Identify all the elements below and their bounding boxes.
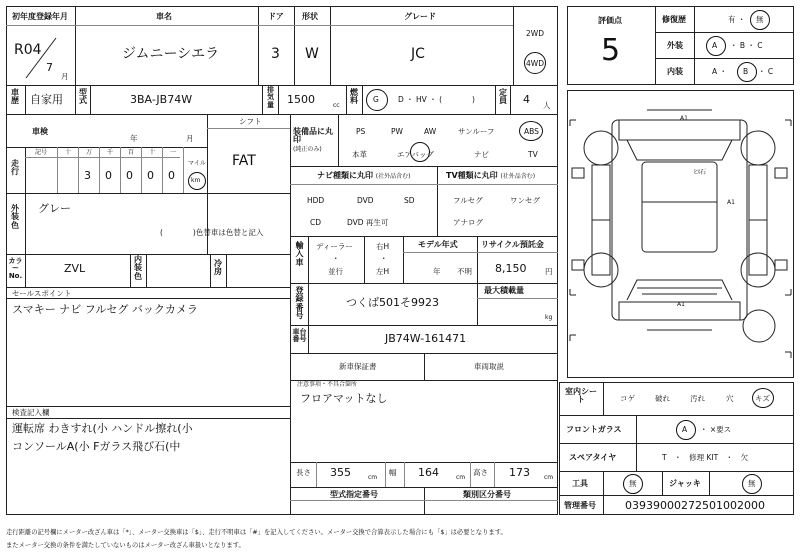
length: 355	[330, 466, 351, 479]
equipment-label-sub: (純正のみ)	[293, 145, 322, 153]
seat-tear: 破れ	[655, 394, 670, 403]
navi-dvd: DVD	[357, 196, 374, 205]
score-label: 評価点	[598, 16, 622, 25]
car-name-label: 車名	[156, 12, 172, 21]
spare-tire-options: T ・ 修理 KIT ・ 欠	[662, 453, 749, 462]
tv-label-sub: (社外品含む)	[500, 173, 536, 180]
recycle-label: リサイクル預託金	[481, 240, 544, 249]
chassis-label: 車台番号	[292, 328, 307, 344]
navi-label-main: ナビ種類に丸印	[317, 171, 373, 180]
navi-dvd-play: DVD 再生可	[347, 218, 389, 227]
shift-label: シフト	[239, 117, 262, 126]
width-cm: cm	[456, 474, 466, 481]
usage-label: 車歴	[11, 88, 19, 106]
notes-label: 注意事項・不具合箇所	[297, 381, 358, 388]
navi-sd: SD	[404, 196, 415, 205]
import-dot-1: ・	[332, 254, 340, 263]
import-dot-2: ・	[380, 254, 388, 263]
shift: FAT	[232, 153, 256, 169]
equipment-label-main: 装備品に丸印	[293, 127, 333, 145]
seat-burn: コゲ	[620, 394, 635, 403]
footer-line-1: 走行距離の記号欄にメーター改ざん車は「*」、メーター交換車は「$」、走行不明車は「#」を記入してください。メーター交換で合算表示した場合にも「$」は必要となります。	[6, 529, 507, 536]
import-parallel: 並行	[328, 267, 343, 276]
mileage-header-0: 記号	[35, 149, 48, 156]
chassis-number: JB74W-161471	[385, 332, 467, 345]
seat-label: 室内シート	[565, 387, 597, 405]
inspector-line-2: コンソールA(小 Fガラス飛び石(中	[12, 440, 181, 453]
navi-label-sub: (社外品含む)	[375, 173, 411, 180]
repair-label: 修復歴	[662, 15, 686, 24]
fuel-g: G	[373, 95, 379, 104]
equip-leather: 本革	[352, 150, 367, 159]
mileage-digit-2: 0	[126, 169, 133, 182]
mileage-header-3: 千	[107, 149, 114, 156]
height-label: 高さ	[473, 468, 488, 477]
score-value: 5	[601, 33, 621, 68]
type-designation-label: 型式指定番号	[330, 490, 378, 499]
month-unit: 月	[61, 72, 69, 81]
mileage-header-5: 十	[149, 149, 156, 156]
equipment-label	[293, 128, 337, 153]
windshield-label: フロントガラス	[566, 425, 622, 434]
model-label: 型式	[79, 88, 87, 106]
equip-ps: PS	[356, 127, 366, 136]
exterior-rest: ・ B ・ C	[730, 41, 763, 50]
interior-label: 内装	[667, 67, 683, 76]
height-cm: cm	[544, 474, 554, 481]
model: 3BA-JB74W	[130, 93, 193, 106]
mileage-digit-1: 0	[105, 169, 112, 182]
equip-aw: AW	[424, 127, 437, 136]
recycle-amount: 8,150	[495, 262, 527, 275]
mileage-digit-0: 3	[84, 169, 91, 182]
length-cm: cm	[368, 474, 378, 481]
car-diagram	[567, 90, 794, 378]
doors-label: ドア	[268, 12, 284, 21]
mileage-header-6: 一	[170, 149, 177, 156]
grade-label: グレード	[404, 12, 436, 21]
equip-navi: ナビ	[474, 150, 489, 159]
shape: W	[305, 46, 319, 62]
height: 173	[509, 466, 530, 479]
diagram-mark-2: A1	[727, 199, 735, 206]
model-year-label: モデル年式	[418, 240, 458, 249]
interior-color-label: 内装色	[134, 255, 142, 281]
sales-point-label: セールスポイント	[12, 289, 72, 298]
km-label: km	[191, 177, 201, 184]
mgmt-number: 03939000272501002000	[625, 499, 765, 512]
seat-dirt: 汚れ	[690, 394, 705, 403]
exterior-label: 外装	[667, 41, 683, 50]
mileage-digit-3: 0	[147, 169, 154, 182]
model-year-unknown: 不明	[457, 267, 472, 276]
tv-label-main: TV種類に丸印	[446, 171, 498, 180]
diagram-mark-1: A1	[680, 115, 688, 122]
shape-label: 形状	[302, 12, 318, 21]
import-left-h: 左H	[376, 267, 390, 276]
inspection-label: 車検	[32, 127, 48, 136]
grade: JC	[411, 46, 425, 62]
max-load-label: 最大積載量	[484, 286, 524, 295]
mile-label: マイル	[188, 160, 206, 167]
new-car-warranty: 新車保証書	[339, 362, 377, 371]
width-label: 幅	[389, 468, 397, 477]
doors: 3	[271, 46, 280, 62]
first-reg-era: R04	[14, 42, 42, 58]
tv-analog: アナログ	[453, 218, 483, 227]
cc-unit: cc	[333, 102, 340, 109]
date-slash	[22, 34, 62, 80]
vehicle-manual: 車両取説	[474, 362, 504, 371]
color-no: ZVL	[64, 262, 86, 275]
interior-c: ・ C	[758, 67, 774, 76]
interior-b: B	[743, 67, 749, 76]
first-reg-month: 7	[46, 61, 53, 74]
capacity: 4	[523, 93, 530, 106]
displacement: 1500	[287, 93, 315, 106]
diagram-mark-3: A1	[677, 301, 685, 308]
import-dealer: ディーラー	[316, 242, 353, 251]
equip-tv: TV	[528, 150, 538, 159]
import-label: 輸入車	[295, 241, 304, 267]
mileage-digit-4: 0	[168, 169, 175, 182]
equip-pw: PW	[391, 127, 403, 136]
inspection-month-unit: 月	[186, 134, 194, 143]
windshield-rest: ・ ×要ス	[700, 425, 732, 434]
main-form	[6, 6, 558, 515]
equip-sunroof: サンルーフ	[458, 127, 495, 136]
capacity-unit: 人	[543, 101, 551, 110]
first-reg-label: 初年度登録年月	[12, 12, 68, 21]
exterior-a: A	[712, 41, 718, 50]
fuel-label: 燃料	[350, 88, 358, 106]
displacement-label: 排気量	[267, 86, 274, 109]
mileage-header-2: 万	[86, 149, 93, 156]
color: グレー	[38, 202, 71, 215]
drive-4wd: 4WD	[526, 59, 544, 68]
color-change: ( )色替車は色替と記入	[160, 228, 264, 237]
mileage-label: 走行	[11, 159, 19, 177]
length-label: 長さ	[296, 468, 311, 477]
inspection-year-unit: 年	[130, 134, 138, 143]
tv-label	[446, 172, 535, 180]
equip-airbag: エアバッグ	[397, 150, 434, 159]
fuel-options: D ・ HV ・ ( )	[398, 95, 475, 104]
category-label: 類別区分番号	[463, 490, 511, 499]
model-year-unit: 年	[433, 267, 441, 276]
sales-point-text: スマキー ナビ フルセグ バックカメラ	[12, 303, 198, 316]
repair-no: 無	[756, 15, 764, 24]
seat-scratch: キズ	[755, 394, 770, 403]
inspector-line-1: 運転席 わきすれ(小 ハンドル擦れ(小	[12, 422, 193, 435]
registration-label: 登録番号	[295, 286, 304, 321]
tv-oneseg: ワンセグ	[510, 196, 540, 205]
capacity-label: 定員	[499, 88, 507, 106]
car-name: ジムニーシエラ	[122, 46, 220, 62]
interior-a: A ・	[712, 67, 728, 76]
drive-2wd: 2WD	[526, 29, 544, 38]
spare-tire-label: スペアタイヤ	[569, 453, 617, 462]
navi-hdd: HDD	[307, 196, 325, 205]
navi-label	[317, 172, 410, 180]
max-load-kg: kg	[545, 314, 553, 321]
tv-fullseg: フルセグ	[453, 196, 483, 205]
diagram-mark-4: ﾋｽ石	[694, 169, 707, 176]
aircon-label: 冷房	[214, 259, 222, 277]
mileage-header-4: 百	[128, 149, 135, 156]
repair-yes: 有 ・	[728, 15, 746, 24]
equip-abs: ABS	[524, 127, 539, 136]
usage: 自家用	[30, 93, 63, 106]
mgmt-label: 管理番号	[564, 501, 596, 510]
import-right-h: 右H	[376, 242, 390, 251]
recycle-yen: 円	[545, 267, 553, 276]
color-label: 外装色	[11, 204, 19, 230]
registration-plate: つくば501そ9923	[346, 296, 439, 309]
footer-line-2: またメーター交換の条件を満たしていないものはメーター改ざん車扱いとなります。	[6, 542, 245, 549]
jack-label: ジャッキ	[669, 479, 701, 488]
color-no-label: カラーNo.	[8, 257, 23, 280]
tools-label: 工具	[572, 479, 588, 488]
inspector-label: 検査記入欄	[12, 408, 50, 417]
mileage-header-1: 十	[65, 149, 72, 156]
width: 164	[418, 466, 439, 479]
tools-none: 無	[629, 479, 637, 488]
navi-cd: CD	[310, 218, 322, 227]
seat-hole: 穴	[726, 394, 734, 403]
notes-text: フロアマットなし	[300, 392, 388, 405]
windshield-a: A	[682, 425, 688, 434]
jack-none: 無	[748, 479, 756, 488]
